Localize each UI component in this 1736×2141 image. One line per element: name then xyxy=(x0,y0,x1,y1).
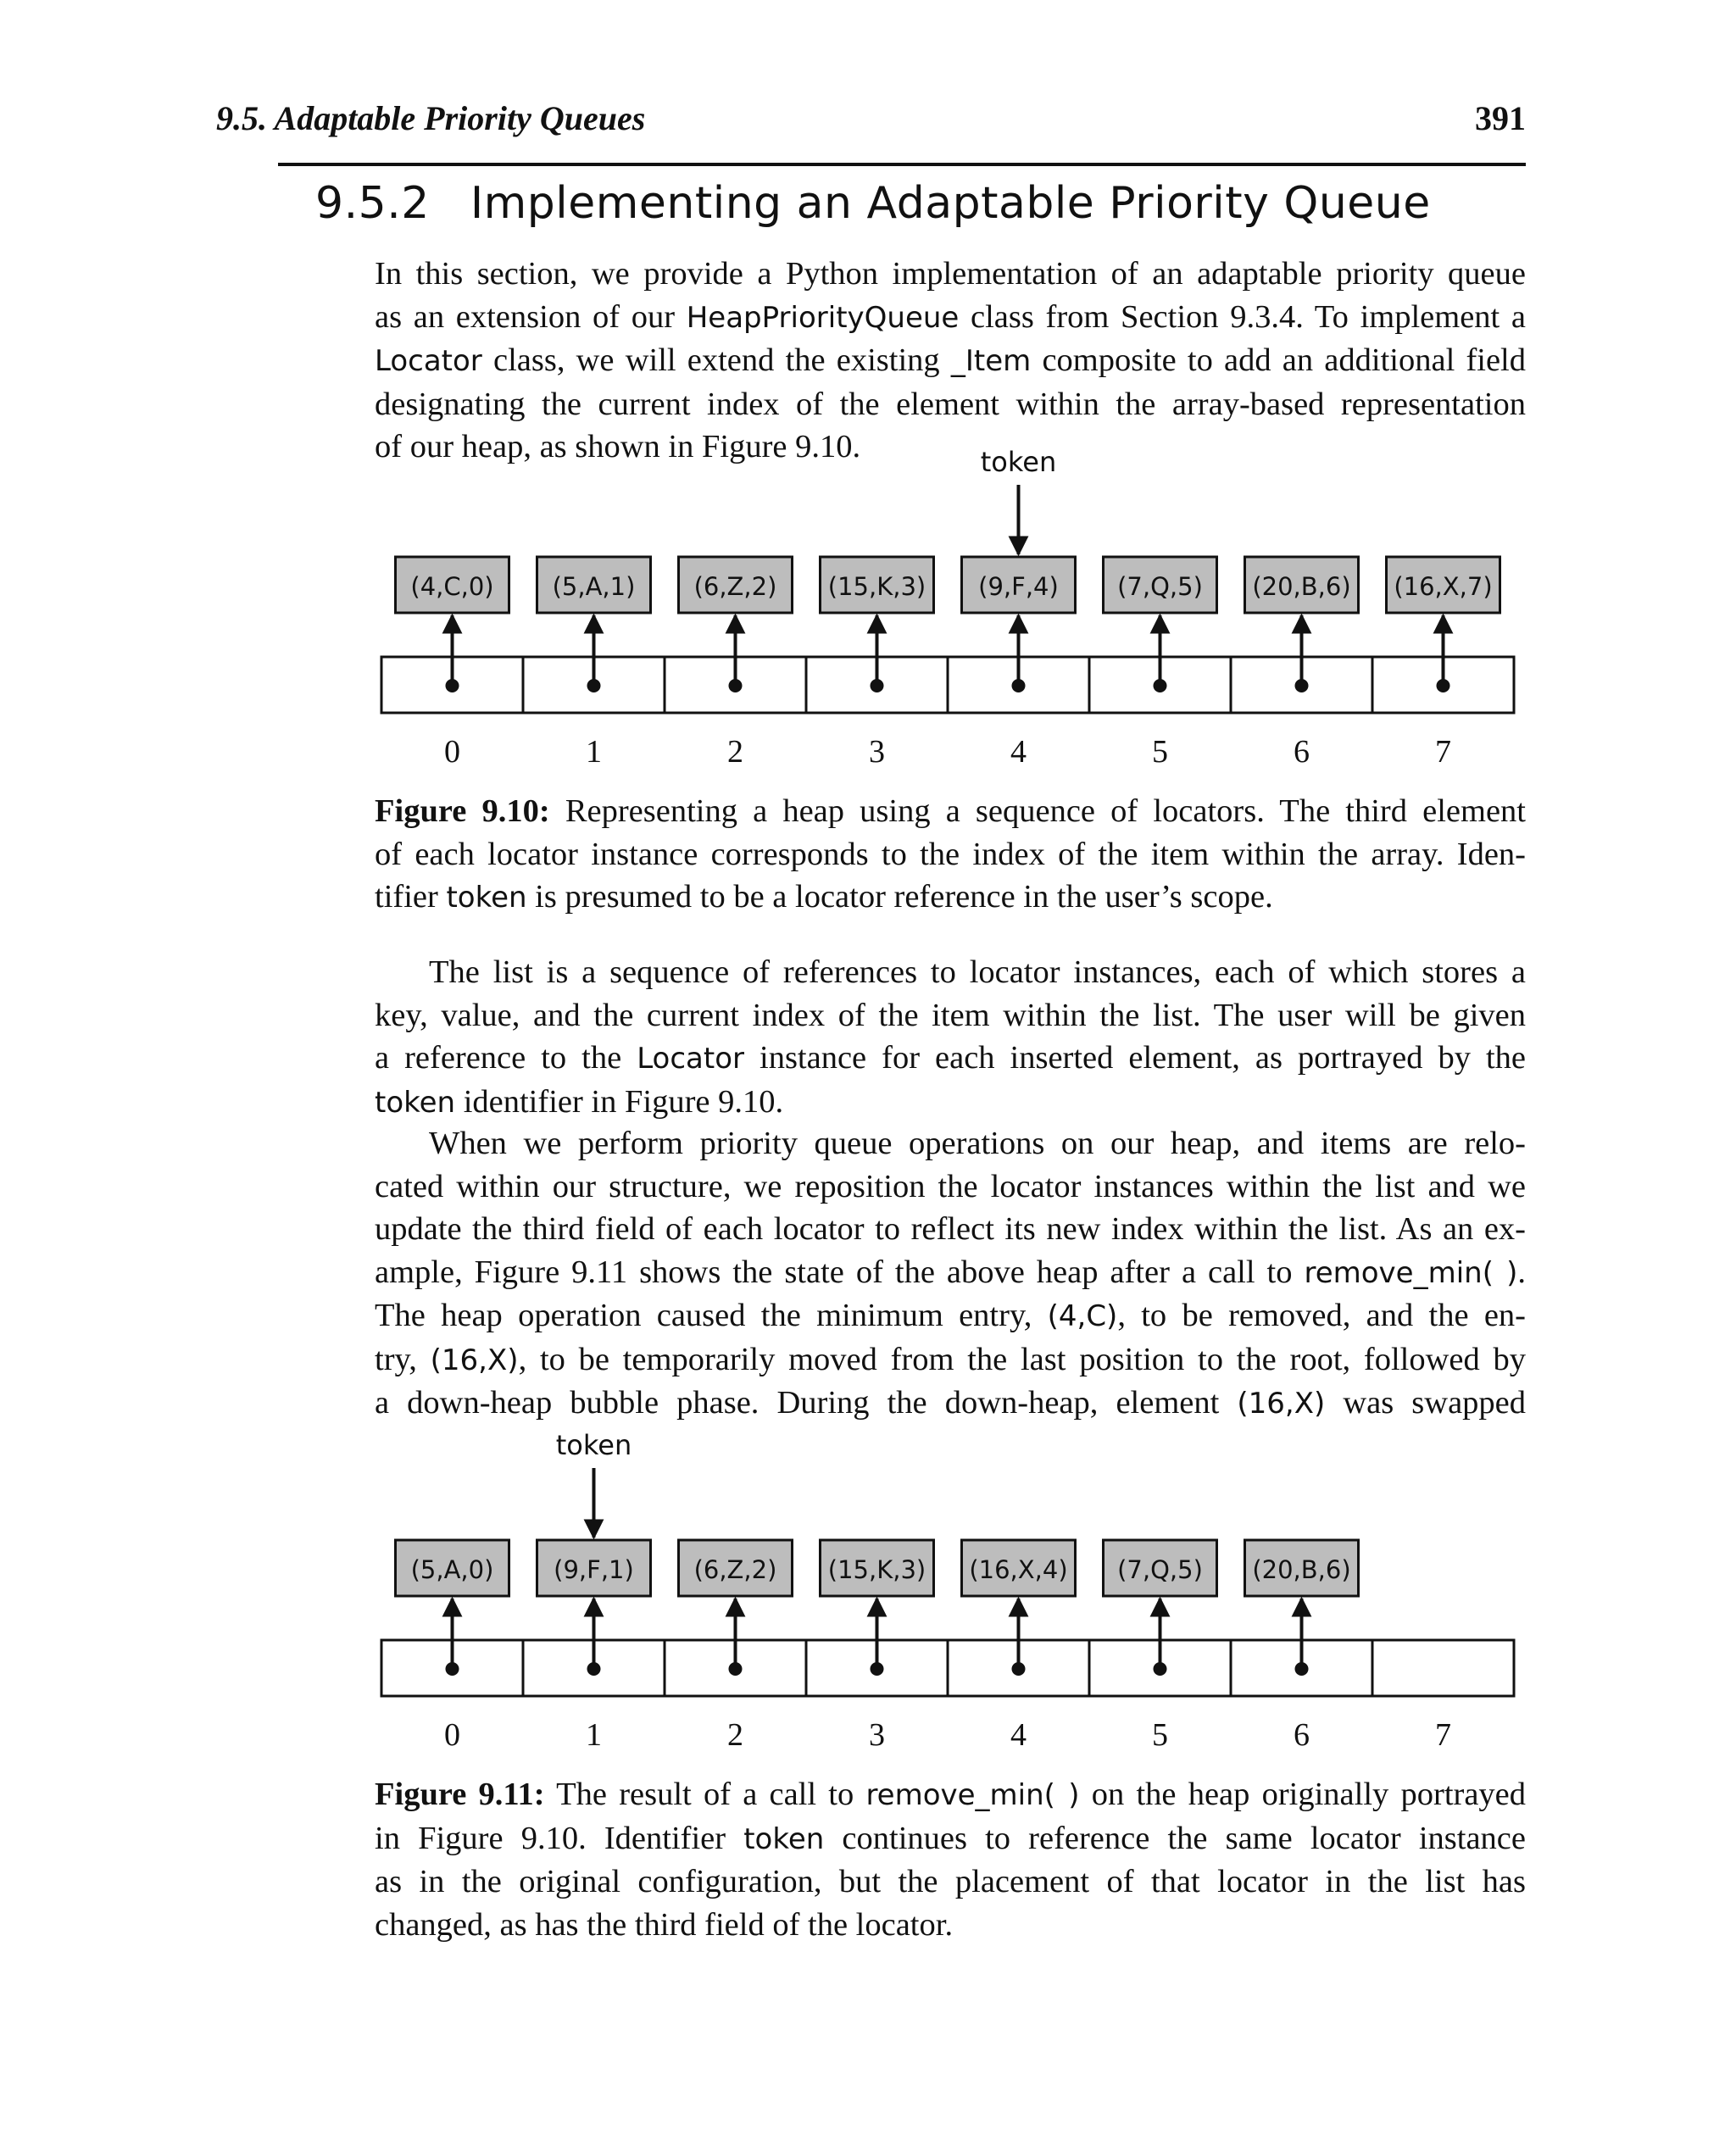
text-line: a reference to the Locator instance for each inserted element, as portrayed by the xyxy=(375,1040,1526,1076)
index-label: 1 xyxy=(586,734,602,763)
section-number: 9.5.2 xyxy=(315,178,430,229)
index-label: 7 xyxy=(1435,734,1451,763)
text-line: update the third field of each locator to reflect its new index within the list. As an ex- xyxy=(375,1211,1526,1247)
caption-label: Figure 9.10: xyxy=(375,793,550,829)
text-line: ample, Figure 9.11 shows the state of the above heap after a call to remove_min( ). xyxy=(375,1254,1527,1290)
text-line: try, (16,X), to be temporarily moved from the last position to the root, followed by xyxy=(375,1341,1526,1377)
text-line: key, value, and the current index of the item within the list. The user will be given xyxy=(375,997,1526,1033)
locator-label: (15,K,3) xyxy=(827,1555,926,1584)
body-paragraph-2 xyxy=(375,1122,1526,1426)
page-number: 391 xyxy=(1475,99,1526,137)
text-line: a down-heap bubble phase. During the down-heap, element (16,X) was swapped xyxy=(375,1385,1526,1421)
text-line: cated within our structure, we reposition the locator instances within the list and we xyxy=(375,1168,1526,1204)
index-label: 4 xyxy=(1010,1717,1027,1746)
code-remove-min: remove_min( ) xyxy=(1304,1255,1518,1290)
locator-label: (5,A,0) xyxy=(410,1555,494,1584)
body-paragraph-1 xyxy=(375,951,1526,1124)
text-line: The heap operation caused the minimum entry, (4,C), to be removed, and the en- xyxy=(375,1298,1526,1333)
index-label: 0 xyxy=(444,1717,460,1746)
locator-label: (16,X,7) xyxy=(1394,572,1493,601)
code-token: token xyxy=(743,1821,825,1856)
locator-label: (9,F,1) xyxy=(554,1555,634,1584)
intro-paragraph xyxy=(375,253,1526,469)
text-line: of our heap, as shown in Figure 9.10. xyxy=(375,429,861,464)
text-line: as in the original configuration, but the placement of that locator in the list has xyxy=(375,1864,1526,1899)
index-label: 6 xyxy=(1294,1717,1310,1746)
locator-label: (9,F,4) xyxy=(978,572,1059,601)
figure-9-11 xyxy=(0,1424,1736,1746)
index-label: 6 xyxy=(1294,734,1310,763)
index-label: 2 xyxy=(727,734,743,763)
index-label: 3 xyxy=(869,734,885,763)
text-line: tifier token is presumed to be a locator reference in the user’s scope. xyxy=(375,879,1273,915)
locator-label: (6,Z,2) xyxy=(693,572,777,601)
locator-label: (5,A,1) xyxy=(552,572,636,601)
index-label: 4 xyxy=(1010,734,1027,763)
section-heading xyxy=(315,178,1431,229)
code-locator: Locator xyxy=(375,344,482,378)
figure-9-10-diagram xyxy=(0,441,1736,763)
text-line: token identifier in Figure 9.10. xyxy=(375,1083,784,1120)
caption-label: Figure 9.11: xyxy=(375,1777,545,1812)
text-line: The list is a sequence of references to locator instances, each of which stores a xyxy=(429,954,1526,990)
locator-label: (7,Q,5) xyxy=(1117,1555,1203,1584)
figure-9-11-caption xyxy=(375,1773,1526,1946)
locator-label: (4,C,0) xyxy=(410,572,494,601)
code-item: _Item xyxy=(950,344,1032,378)
text-line: in Figure 9.10. Identifier token continues to reference the same locator instance xyxy=(375,1820,1526,1856)
index-label: 5 xyxy=(1152,734,1168,763)
token-label: token xyxy=(980,446,1057,478)
code-entry: (16,X) xyxy=(1237,1387,1326,1421)
locator-label: (16,X,4) xyxy=(969,1555,1068,1584)
text-line: of each locator instance corresponds to the index of the item within the array. Iden- xyxy=(375,836,1526,872)
index-label: 7 xyxy=(1435,1717,1451,1746)
locator-label: (6,Z,2) xyxy=(693,1555,777,1584)
index-label: 3 xyxy=(869,1717,885,1746)
text-line: In this section, we provide a Python implementation of an adaptable priority queue xyxy=(375,256,1526,292)
locator-label: (15,K,3) xyxy=(827,572,926,601)
token-label: token xyxy=(555,1429,632,1461)
figure-9-10-caption xyxy=(375,790,1526,920)
index-label: 2 xyxy=(727,1717,743,1746)
code-remove-min: remove_min( ) xyxy=(865,1778,1080,1812)
text-line: Figure 9.11: The result of a call to remove_min( ) on the heap originally portrayed xyxy=(375,1777,1527,1812)
locator-label: (7,Q,5) xyxy=(1117,572,1203,601)
code-token: token xyxy=(446,881,527,915)
code-locator: Locator xyxy=(637,1042,744,1076)
code-entry: (16,X) xyxy=(430,1343,519,1377)
header-rule xyxy=(278,163,1526,166)
locator-label: (20,B,6) xyxy=(1252,572,1351,601)
text-line: When we perform priority queue operations on our heap, and items are relo- xyxy=(429,1126,1526,1161)
index-label: 5 xyxy=(1152,1717,1168,1746)
code-entry: (4,C) xyxy=(1047,1299,1118,1333)
code-heappriorityqueue: HeapPriorityQueue xyxy=(686,300,960,335)
text-line: Figure 9.10: Representing a heap using a sequence of locators. The third element xyxy=(375,793,1526,829)
index-label: 0 xyxy=(444,734,460,763)
code-token: token xyxy=(375,1085,456,1120)
running-head-title: 9.5. Adaptable Priority Queues xyxy=(216,99,646,137)
locator-label: (20,B,6) xyxy=(1252,1555,1351,1584)
section-title: Implementing an Adaptable Priority Queue xyxy=(470,178,1431,229)
figure-9-11-diagram xyxy=(0,1424,1736,1746)
text-line: designating the current index of the element within the array-based representation xyxy=(375,386,1526,422)
text-line: as an extension of our HeapPriorityQueue class from Section 9.3.4. To implement a xyxy=(375,298,1526,335)
running-head xyxy=(216,98,1526,149)
text-line: Locator class, we will extend the existing _Item composite to add an additional field xyxy=(375,342,1526,378)
index-label: 1 xyxy=(586,1717,602,1746)
figure-9-10 xyxy=(0,441,1736,763)
text-line: changed, as has the third field of the locator. xyxy=(375,1906,954,1943)
